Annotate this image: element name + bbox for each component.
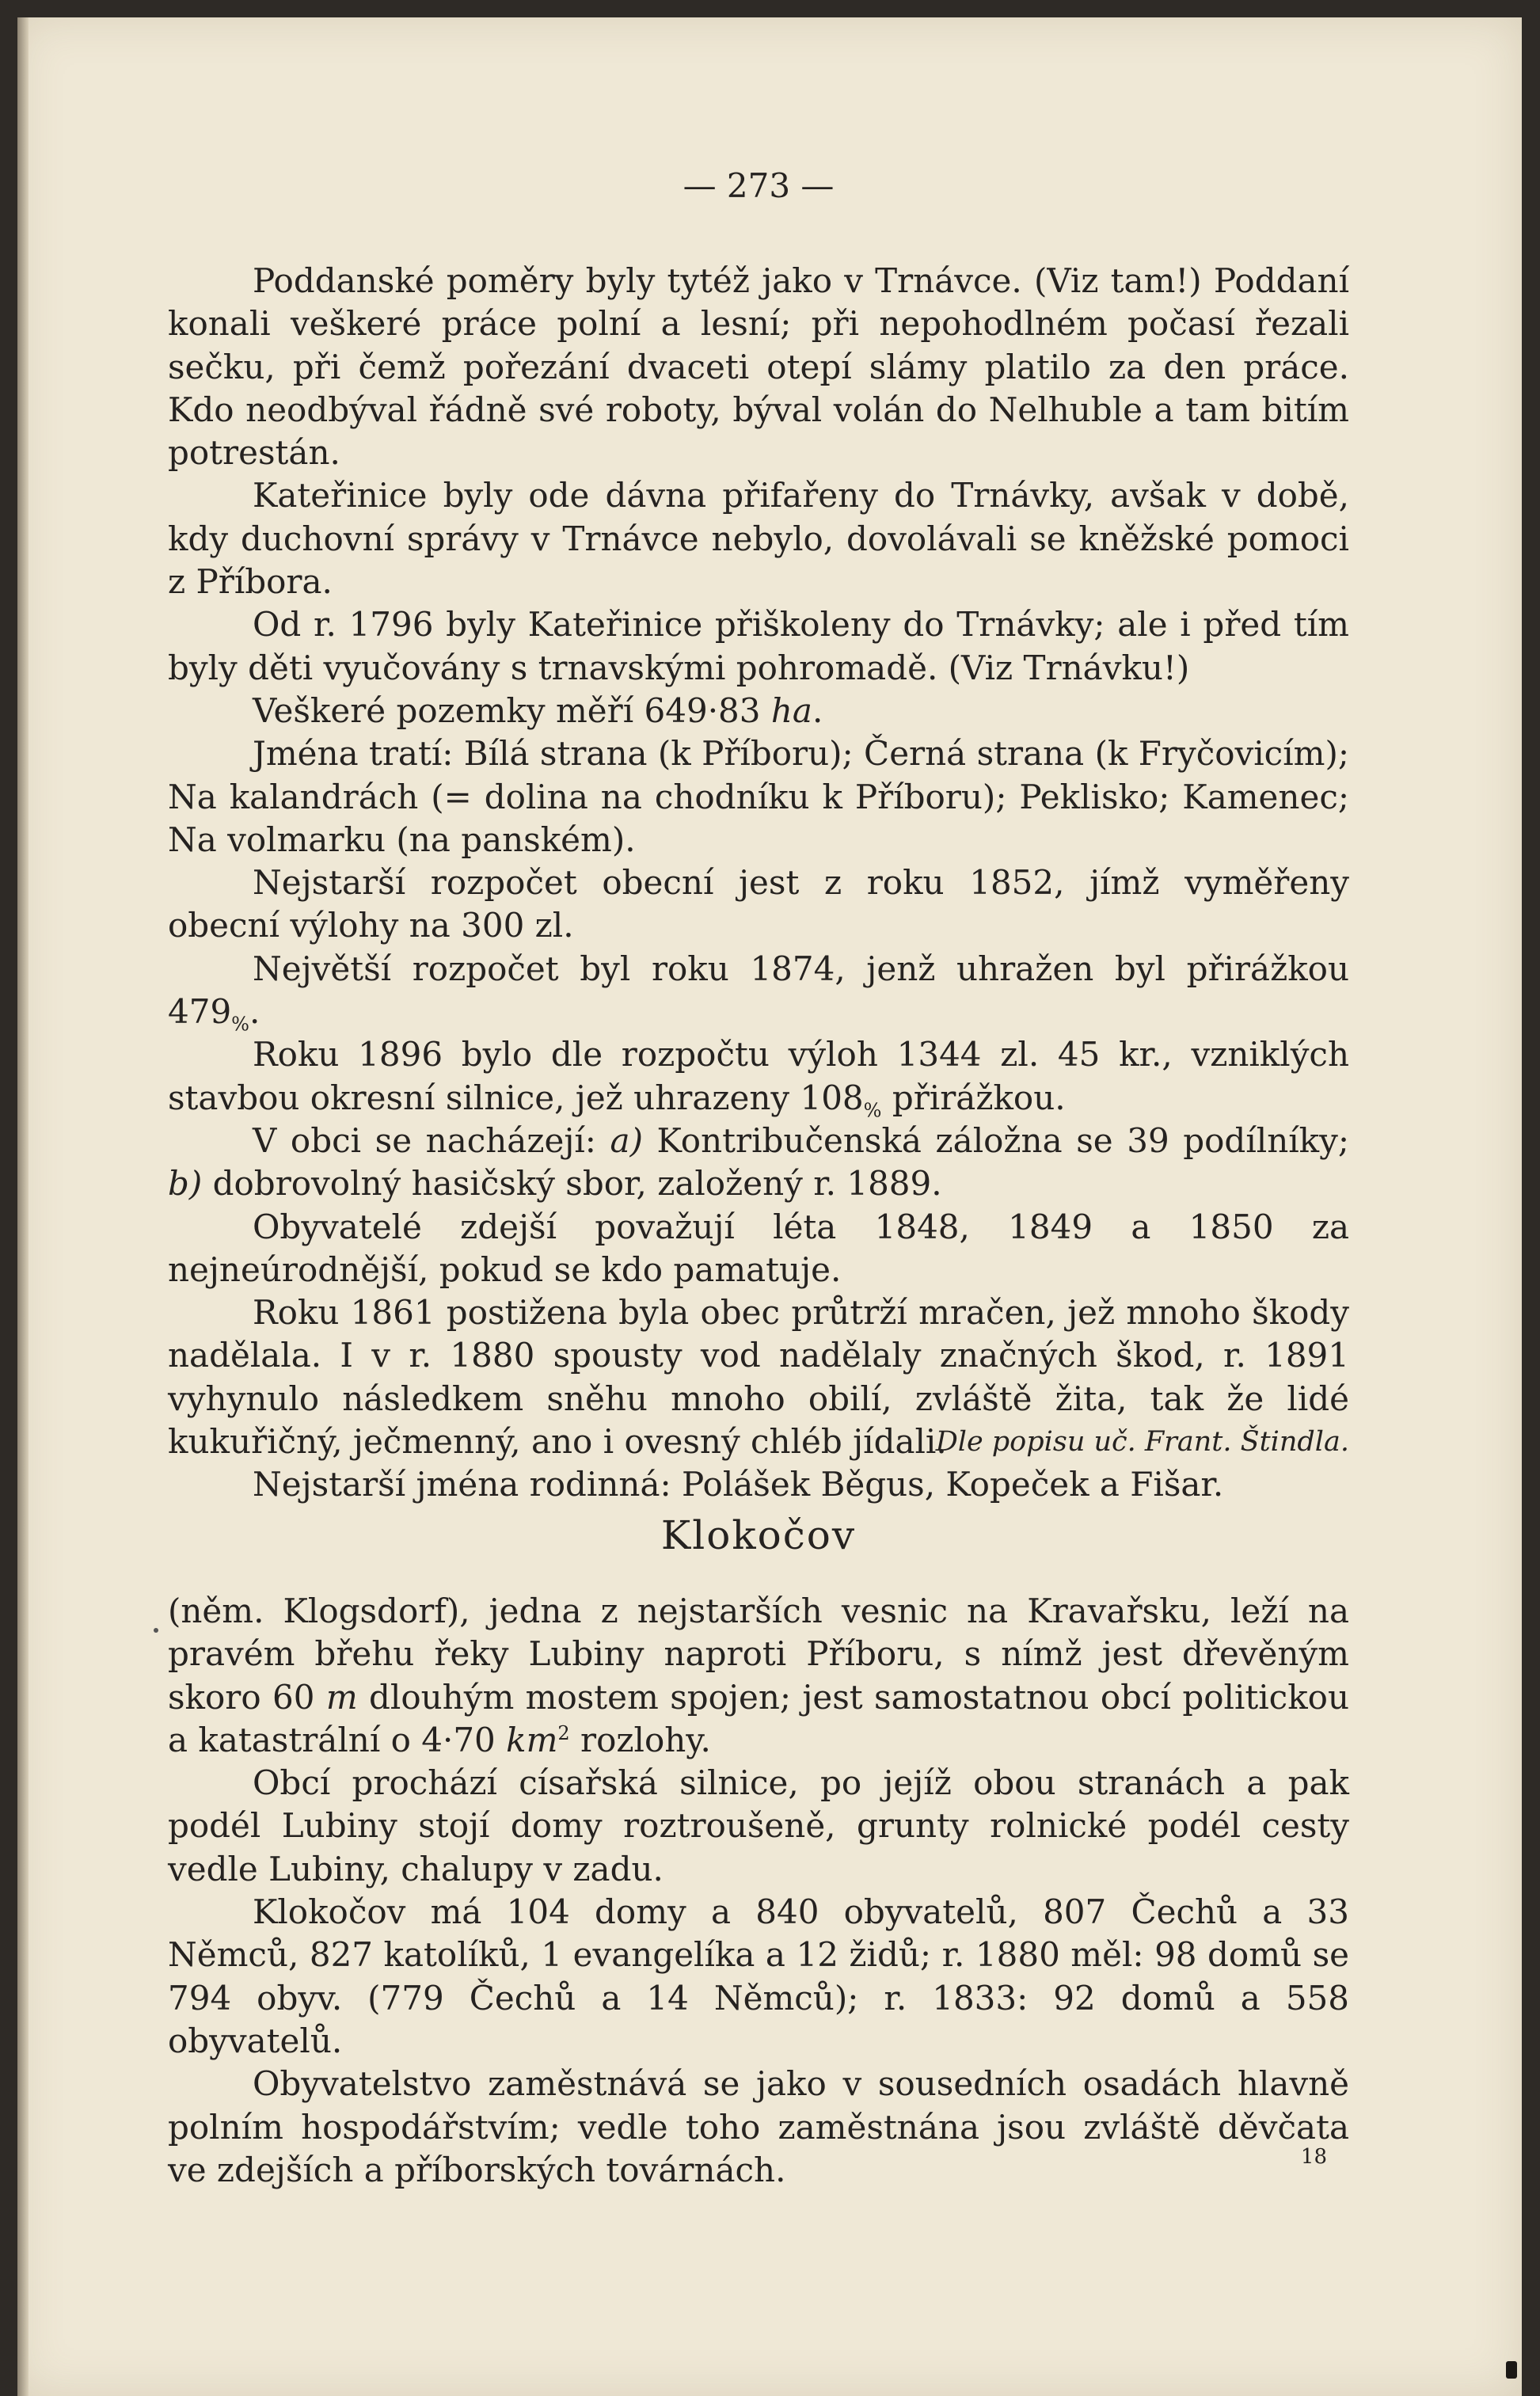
author-signature: Dle popisu uč. Frant. Štindla. (935, 1426, 1349, 1458)
paragraph-occupation: Obyvatelstvo zaměstnává se jako v sousedních osadách hlavně polním hospodářstvím; vedle toho zaměstnána jsou zvláště děvčata ve zdejších a příborských továrnách. (168, 2064, 1349, 2189)
paragraph-population: Klokočov má 104 domy a 840 obyvatelů, 807 Čechů a 33 Němců, 827 katolíků, 1 evangelíka a 12 židů; r. 1880 měl: 98 domů se 794 obyv. (779 Čechů a 14 Němců); r. 1833: 92 domů a 558 obyvatelů. (168, 1892, 1349, 2060)
paragraph-floods: Roku 1861 postižena byla obec průtrží mračen, jež mnoho škody nadělala. I v r. 1880 spousty vod nadělaly značných škod, r. 1891 vyhynulo následkem sněhu mnoho obilí, zvláště žita, tak že lidé kukuřičný, ječmenný, ano i ovesný chléb jídali. (168, 1293, 1349, 1462)
paragraph-largest-budget: Největší rozpočet byl roku 1874, jenž uhražen byl přirážkou $479_{\%}$. (168, 949, 1349, 1036)
unit-m: m (325, 1677, 358, 1717)
unit-km: km (506, 1720, 558, 1759)
sheet-number: 18 (1300, 2145, 1327, 2169)
paragraph-budget-1896: Roku 1896 bylo dle rozpočtu výloh 1344 zl. 45 kr., vzniklých stavbou okresní silnice, jež uhrazeny $108_{\%}$ přirážkou. (168, 1035, 1349, 1122)
paragraph-klokocov-intro: (něm. Klogsdorf), jedna z nejstarších vesnic na Kravařsku, leží na pravém břehu řeky Lubiny naproti Příboru, s nímž jest dřevěným skoro 60 m dlouhým mostem spojen; jest samostatnou obcí politickou a katastrální o 4·70 $km^2$ rozlohy. (168, 1592, 1349, 1759)
paragraph-school: Od r. 1796 byly Kateřinice přiškoleny do Trnávky; ale i před tím byly děti vyučovány s trnavskými pohromadě. (Viz Trnávku!) (168, 605, 1349, 687)
paragraph-parish: Kateřinice byly ode dávna přifařeny do Trnávky, avšak v době, kdy duchovní správy v Trnávce nebylo, dovolávali se kněžské pomoci z Příbora. (168, 476, 1349, 602)
paragraph-serfdom: Poddanské poměry byly tytéž jako v Trnávce. (Viz tam!) Poddaní konali veškeré práce polní a lesní; při nepohodlném počasí řezali sečku, při čemž pořezání dvaceti otepí slámy platilo za den práce. Kdo neodbýval řádně své roboty, býval volán do Nelhuble a tam bitím potrestán. (168, 261, 1349, 473)
unit-ha: ha (770, 690, 812, 730)
section-trnavka-continuation (168, 260, 1349, 1507)
paragraph-family-names: Nejstarší jména rodinná: Polášek Běgus, Kopeček a Fišar. (253, 1465, 1224, 1504)
page-edge (17, 17, 29, 2396)
paragraph-area: Veškeré pozemky měří 649·83 ha. (253, 690, 823, 730)
page-number: — 273 — (683, 166, 835, 205)
ink-speck (154, 1628, 158, 1633)
section-klokocov (168, 1590, 1349, 2192)
book-page (17, 17, 1522, 2396)
paragraph-oldest-budget: Nejstarší rozpočet obecní jest z roku 1852, jímž vyměřeny obecní výlohy na 300 zl. (168, 863, 1349, 945)
corner-mark (1506, 2361, 1517, 2379)
paragraph-associations: V obci se nacházejí: a) Kontribučenská záložna se 39 podílníky; b) dobrovolný hasičský sbor, založený r. 1889. (168, 1120, 1349, 1204)
paragraph-harvest: Obyvatelé zdejší považují léta 1848, 1849 a 1850 za nejneúrodnější, pokud se kdo pamatuje. (168, 1207, 1349, 1289)
paragraph-imperial-road: Obcí prochází císařská silnice, po jejíž obou stranách a pak podél Lubiny stojí domy roztroušeně, grunty rolnické podél cesty vedle Lubiny, chalupy v zadu. (168, 1763, 1349, 1888)
paragraph-field-names: Jména tratí: Bílá strana (k Příboru); Černá strana (k Fryčovicím); Na kalandrách (= dolina na chodníku k Příboru); Peklisko; Kamenec; Na volmarku (na panském). (168, 734, 1349, 859)
section-heading-klokocov: Klokočov (660, 1512, 857, 1558)
